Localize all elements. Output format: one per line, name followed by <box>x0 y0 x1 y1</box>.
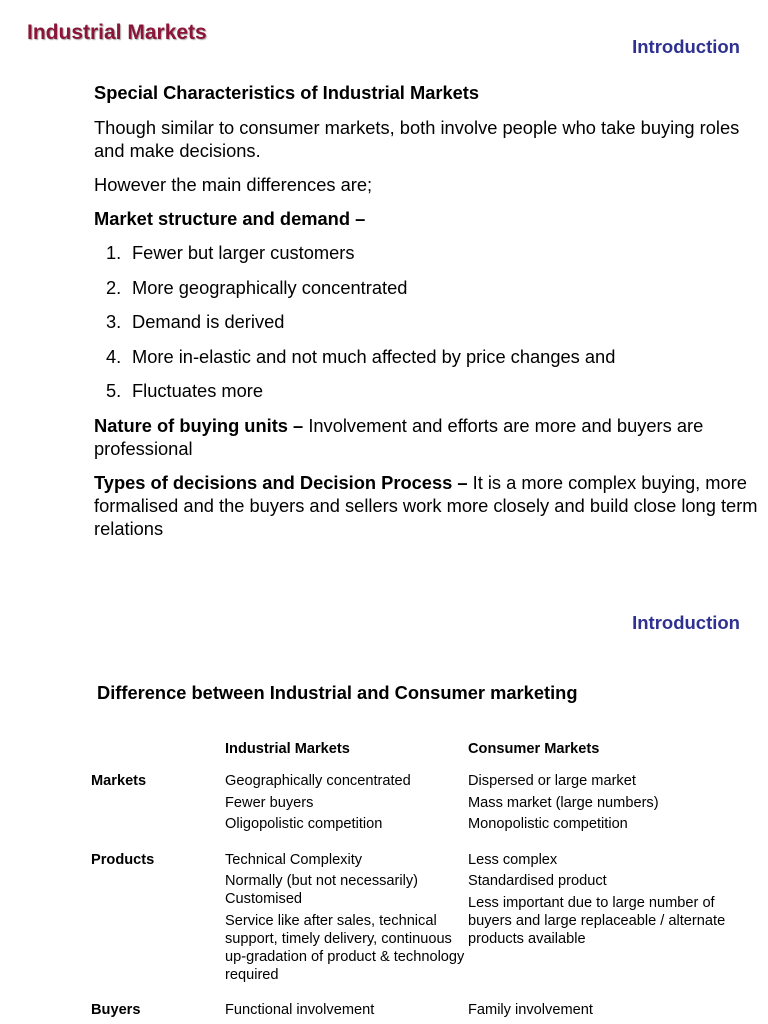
cell-line: Geographically concentrated <box>225 773 411 789</box>
cell-line: Monopolistic competition <box>468 816 628 832</box>
cell-line: Less complex <box>468 851 558 868</box>
consumer-cell <box>468 1001 738 1023</box>
list-item-text: Fewer but larger customers <box>132 242 355 263</box>
cell-line: Dispersed or large market <box>468 773 636 789</box>
cell-line: Functional involvement <box>225 1002 375 1018</box>
table-row <box>91 772 761 837</box>
list-item-text: More geographically concentrated <box>132 276 408 298</box>
list-item <box>94 241 762 264</box>
consumer-cell <box>468 772 738 837</box>
cell-line: Standardised product <box>468 873 607 889</box>
cell-line: Fewer buyers <box>225 794 314 811</box>
list-item <box>94 345 762 368</box>
list-item <box>94 379 762 402</box>
row-label: Products <box>91 851 155 868</box>
cell-line: Service like after sales, technical support, timely delivery, continuous up-gradation of product & technology required <box>225 912 465 983</box>
cell-line: Less important due to large number of buyers and large replaceable / alternate products available <box>468 894 726 947</box>
section-tag: Introduction <box>632 612 740 633</box>
slide-characteristics <box>94 81 762 551</box>
list-item-number: 5. <box>106 380 122 401</box>
characteristics-list <box>94 241 762 402</box>
list-item-text: Demand is derived <box>132 311 285 332</box>
section-tag: Introduction <box>632 36 740 57</box>
list-item-number: 4. <box>106 345 122 367</box>
list-item-text: Fluctuates more <box>132 380 264 401</box>
industrial-cell <box>225 1001 468 1023</box>
comparison-table <box>91 740 761 1023</box>
intro-paragraph: Though similar to consumer markets, both involve people who take buying roles and make decisions. <box>94 117 740 161</box>
buying-units-paragraph <box>94 414 762 460</box>
consumer-cell <box>468 851 738 988</box>
list-item-text: More in-elastic and not much affected by price changes and <box>132 345 616 367</box>
decisions-text: It is a more complex buying, more formalised and the buyers and sellers work more closely and build close long term relations <box>94 471 758 539</box>
table-header-row <box>91 740 761 758</box>
cell-line: Technical Complexity <box>225 851 363 868</box>
industrial-cell <box>225 772 468 837</box>
buying-units-text: Involvement and efforts are more and buyers are professional <box>94 414 704 459</box>
market-structure-heading: Market structure and demand – <box>94 208 366 229</box>
slide-heading: Special Characteristics of Industrial Markets <box>94 82 480 103</box>
table-header-cell <box>91 740 225 758</box>
differences-lead: However the main differences are; <box>94 174 373 195</box>
cell-line: Mass market (large numbers) <box>468 794 659 811</box>
cell-line: Family involvement <box>468 1002 593 1018</box>
row-label: Buyers <box>91 1002 141 1018</box>
list-item <box>94 310 762 333</box>
list-item-number: 1. <box>106 242 122 263</box>
row-label: Markets <box>91 773 147 789</box>
decisions-paragraph <box>94 471 762 540</box>
table-row <box>91 851 761 988</box>
page-title: Industrial Markets <box>27 21 207 44</box>
table-header-cell: Consumer Markets <box>468 741 600 757</box>
table-header-cell: Industrial Markets <box>225 741 350 757</box>
list-item-number: 3. <box>106 311 122 332</box>
table-row <box>91 1001 761 1023</box>
decisions-label: Types of decisions and Decision Process – <box>94 471 468 493</box>
cell-line: Normally (but not necessarily) Customised <box>225 873 419 907</box>
list-item <box>94 276 762 299</box>
cell-line: Oligopolistic competition <box>225 816 383 832</box>
comparison-heading: Difference between Industrial and Consumer marketing <box>97 682 578 703</box>
industrial-cell <box>225 851 468 988</box>
list-item-number: 2. <box>106 276 122 298</box>
buying-units-label: Nature of buying units – <box>94 414 304 436</box>
